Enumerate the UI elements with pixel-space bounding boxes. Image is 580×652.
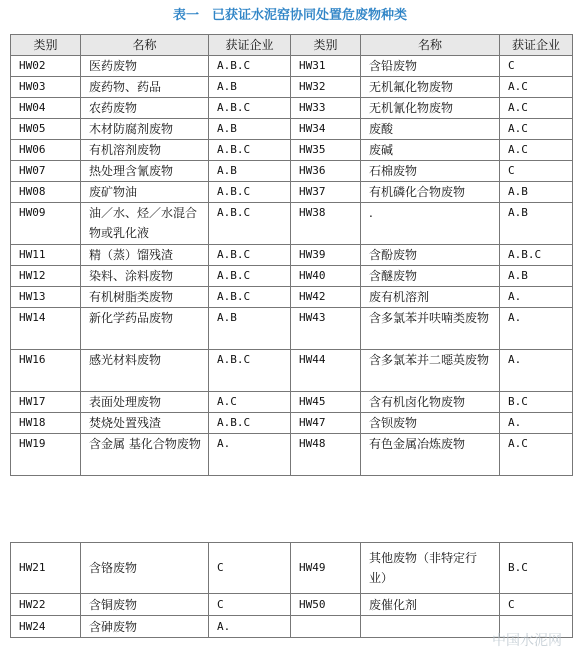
name-cell: 含有机卤化物废物 — [361, 392, 500, 413]
table-row — [11, 434, 573, 476]
name-cell: 染料、涂料废物 — [81, 266, 209, 287]
company-cell: C — [209, 594, 291, 616]
name-cell: 精（蒸）馏残渣 — [81, 245, 209, 266]
header-company: 获证企业 — [209, 35, 291, 56]
category-cell: HW22 — [11, 594, 81, 616]
table-title: 表一 已获证水泥窑协同处置危废物种类 — [172, 8, 407, 23]
name-cell: 医药废物 — [81, 56, 209, 77]
name-cell: 有机树脂类废物 — [81, 287, 209, 308]
company-cell: A.C — [500, 98, 573, 119]
company-cell: A. — [500, 413, 573, 434]
table-row — [11, 266, 573, 287]
name-cell: 含铅废物 — [361, 56, 500, 77]
category-cell: HW11 — [11, 245, 81, 266]
company-cell: A. — [500, 308, 573, 350]
category-cell: HW39 — [291, 245, 361, 266]
company-cell: A.B.C — [209, 245, 291, 266]
name-cell: 废催化剂 — [361, 594, 500, 616]
table-row — [11, 594, 573, 616]
company-cell: A. — [209, 616, 291, 638]
name-cell: 含醚废物 — [361, 266, 500, 287]
category-cell: HW38 — [291, 203, 361, 245]
company-cell: A.B — [500, 182, 573, 203]
category-cell: HW36 — [291, 161, 361, 182]
name-cell: 废有机溶剂 — [361, 287, 500, 308]
name-cell: 无机氰化物废物 — [361, 98, 500, 119]
category-cell: HW37 — [291, 182, 361, 203]
company-cell: C — [209, 543, 291, 594]
table-header-row — [11, 35, 573, 56]
name-cell: 含钡废物 — [361, 413, 500, 434]
category-cell: HW47 — [291, 413, 361, 434]
category-cell: HW06 — [11, 140, 81, 161]
name-cell: 油／水、烃／水混合物或乳化液 — [81, 203, 209, 245]
category-cell: HW33 — [291, 98, 361, 119]
category-cell: HW49 — [291, 543, 361, 594]
header-company-2: 获证企业 — [500, 35, 573, 56]
category-cell: HW02 — [11, 56, 81, 77]
name-cell: . — [361, 203, 500, 245]
category-cell: HW17 — [11, 392, 81, 413]
name-cell: 其他废物（非特定行业） — [361, 543, 500, 594]
company-cell: A.B.C — [209, 350, 291, 392]
name-cell: 含酚废物 — [361, 245, 500, 266]
category-cell: HW04 — [11, 98, 81, 119]
category-cell: HW24 — [11, 616, 81, 638]
header-name: 名称 — [81, 35, 209, 56]
category-cell: HW19 — [11, 434, 81, 476]
company-cell: A.B — [500, 203, 573, 245]
table-row — [11, 413, 573, 434]
category-cell: HW21 — [11, 543, 81, 594]
table-row — [11, 543, 573, 594]
company-cell: C — [500, 161, 573, 182]
name-cell — [361, 616, 500, 638]
category-cell: HW13 — [11, 287, 81, 308]
company-cell: A. — [209, 434, 291, 476]
company-cell: A.C — [500, 77, 573, 98]
company-cell: B.C — [500, 392, 573, 413]
company-cell: A.B.C — [209, 266, 291, 287]
company-cell: A.B.C — [209, 140, 291, 161]
name-cell: 无机氟化物废物 — [361, 77, 500, 98]
category-cell: HW40 — [291, 266, 361, 287]
header-category: 类别 — [11, 35, 81, 56]
company-cell: A.C — [500, 434, 573, 476]
company-cell: A.B — [500, 266, 573, 287]
category-cell: HW05 — [11, 119, 81, 140]
name-cell: 含铜废物 — [81, 594, 209, 616]
table-row — [11, 616, 573, 638]
table-row — [11, 350, 573, 392]
name-cell: 木材防腐剂废物 — [81, 119, 209, 140]
category-cell: HW16 — [11, 350, 81, 392]
category-cell: HW45 — [291, 392, 361, 413]
table-row — [11, 119, 573, 140]
category-cell: HW32 — [291, 77, 361, 98]
company-cell: A.C — [500, 119, 573, 140]
category-cell: HW44 — [291, 350, 361, 392]
table-row — [11, 161, 573, 182]
company-cell: C — [500, 56, 573, 77]
table-row — [11, 77, 573, 98]
header-name-2: 名称 — [361, 35, 500, 56]
company-cell: A.B — [209, 77, 291, 98]
category-cell: HW18 — [11, 413, 81, 434]
name-cell: 石棉废物 — [361, 161, 500, 182]
category-cell: HW48 — [291, 434, 361, 476]
company-cell: A.B.C — [209, 182, 291, 203]
company-cell: A. — [500, 350, 573, 392]
name-cell: 废酸 — [361, 119, 500, 140]
table-row — [11, 140, 573, 161]
name-cell: 含铬废物 — [81, 543, 209, 594]
company-cell: A.B — [209, 119, 291, 140]
table-row — [11, 182, 573, 203]
company-cell: A.B — [209, 308, 291, 350]
table-row — [11, 203, 573, 245]
company-cell: A.B.C — [209, 287, 291, 308]
company-cell: A.B.C — [209, 98, 291, 119]
name-cell: 热处理含氰废物 — [81, 161, 209, 182]
name-cell: 废矿物油 — [81, 182, 209, 203]
category-cell: HW14 — [11, 308, 81, 350]
name-cell: 农药废物 — [81, 98, 209, 119]
name-cell: 有色金属冶炼废物 — [361, 434, 500, 476]
category-cell: HW42 — [291, 287, 361, 308]
category-cell: HW43 — [291, 308, 361, 350]
category-cell — [291, 616, 361, 638]
company-cell: A.B — [209, 161, 291, 182]
name-cell: 含多氯苯并二噁英废物 — [361, 350, 500, 392]
name-cell: 含多氯苯并呋喃类废物 — [361, 308, 500, 350]
name-cell: 含砷废物 — [81, 616, 209, 638]
header-category-2: 类别 — [291, 35, 361, 56]
company-cell: A.B.C — [209, 56, 291, 77]
name-cell: 废碱 — [361, 140, 500, 161]
waste-table-continued — [10, 542, 573, 638]
company-cell: A.C — [500, 140, 573, 161]
name-cell: 有机磷化合物废物 — [361, 182, 500, 203]
table-row — [11, 392, 573, 413]
company-cell: C — [500, 594, 573, 616]
table-row — [11, 56, 573, 77]
waste-table-main — [10, 34, 573, 476]
company-cell: A.B.C — [209, 413, 291, 434]
category-cell: HW07 — [11, 161, 81, 182]
category-cell: HW31 — [291, 56, 361, 77]
name-cell: 焚烧处置残渣 — [81, 413, 209, 434]
company-cell: A. — [500, 287, 573, 308]
name-cell: 有机溶剂废物 — [81, 140, 209, 161]
table-row — [11, 287, 573, 308]
category-cell: HW09 — [11, 203, 81, 245]
name-cell: 表面处理废物 — [81, 392, 209, 413]
category-cell: HW08 — [11, 182, 81, 203]
category-cell: HW50 — [291, 594, 361, 616]
table-row — [11, 245, 573, 266]
name-cell: 新化学药品废物 — [81, 308, 209, 350]
company-cell: A.C — [209, 392, 291, 413]
category-cell: HW12 — [11, 266, 81, 287]
watermark: 中国水泥网 — [492, 633, 562, 649]
company-cell: A.B.C — [500, 245, 573, 266]
name-cell: 感光材料废物 — [81, 350, 209, 392]
table-row — [11, 98, 573, 119]
company-cell: B.C — [500, 543, 573, 594]
category-cell: HW03 — [11, 77, 81, 98]
name-cell: 废药物、药品 — [81, 77, 209, 98]
name-cell: 含金属 基化合物废物 — [81, 434, 209, 476]
category-cell: HW34 — [291, 119, 361, 140]
category-cell: HW35 — [291, 140, 361, 161]
company-cell: A.B.C — [209, 203, 291, 245]
table-row — [11, 308, 573, 350]
